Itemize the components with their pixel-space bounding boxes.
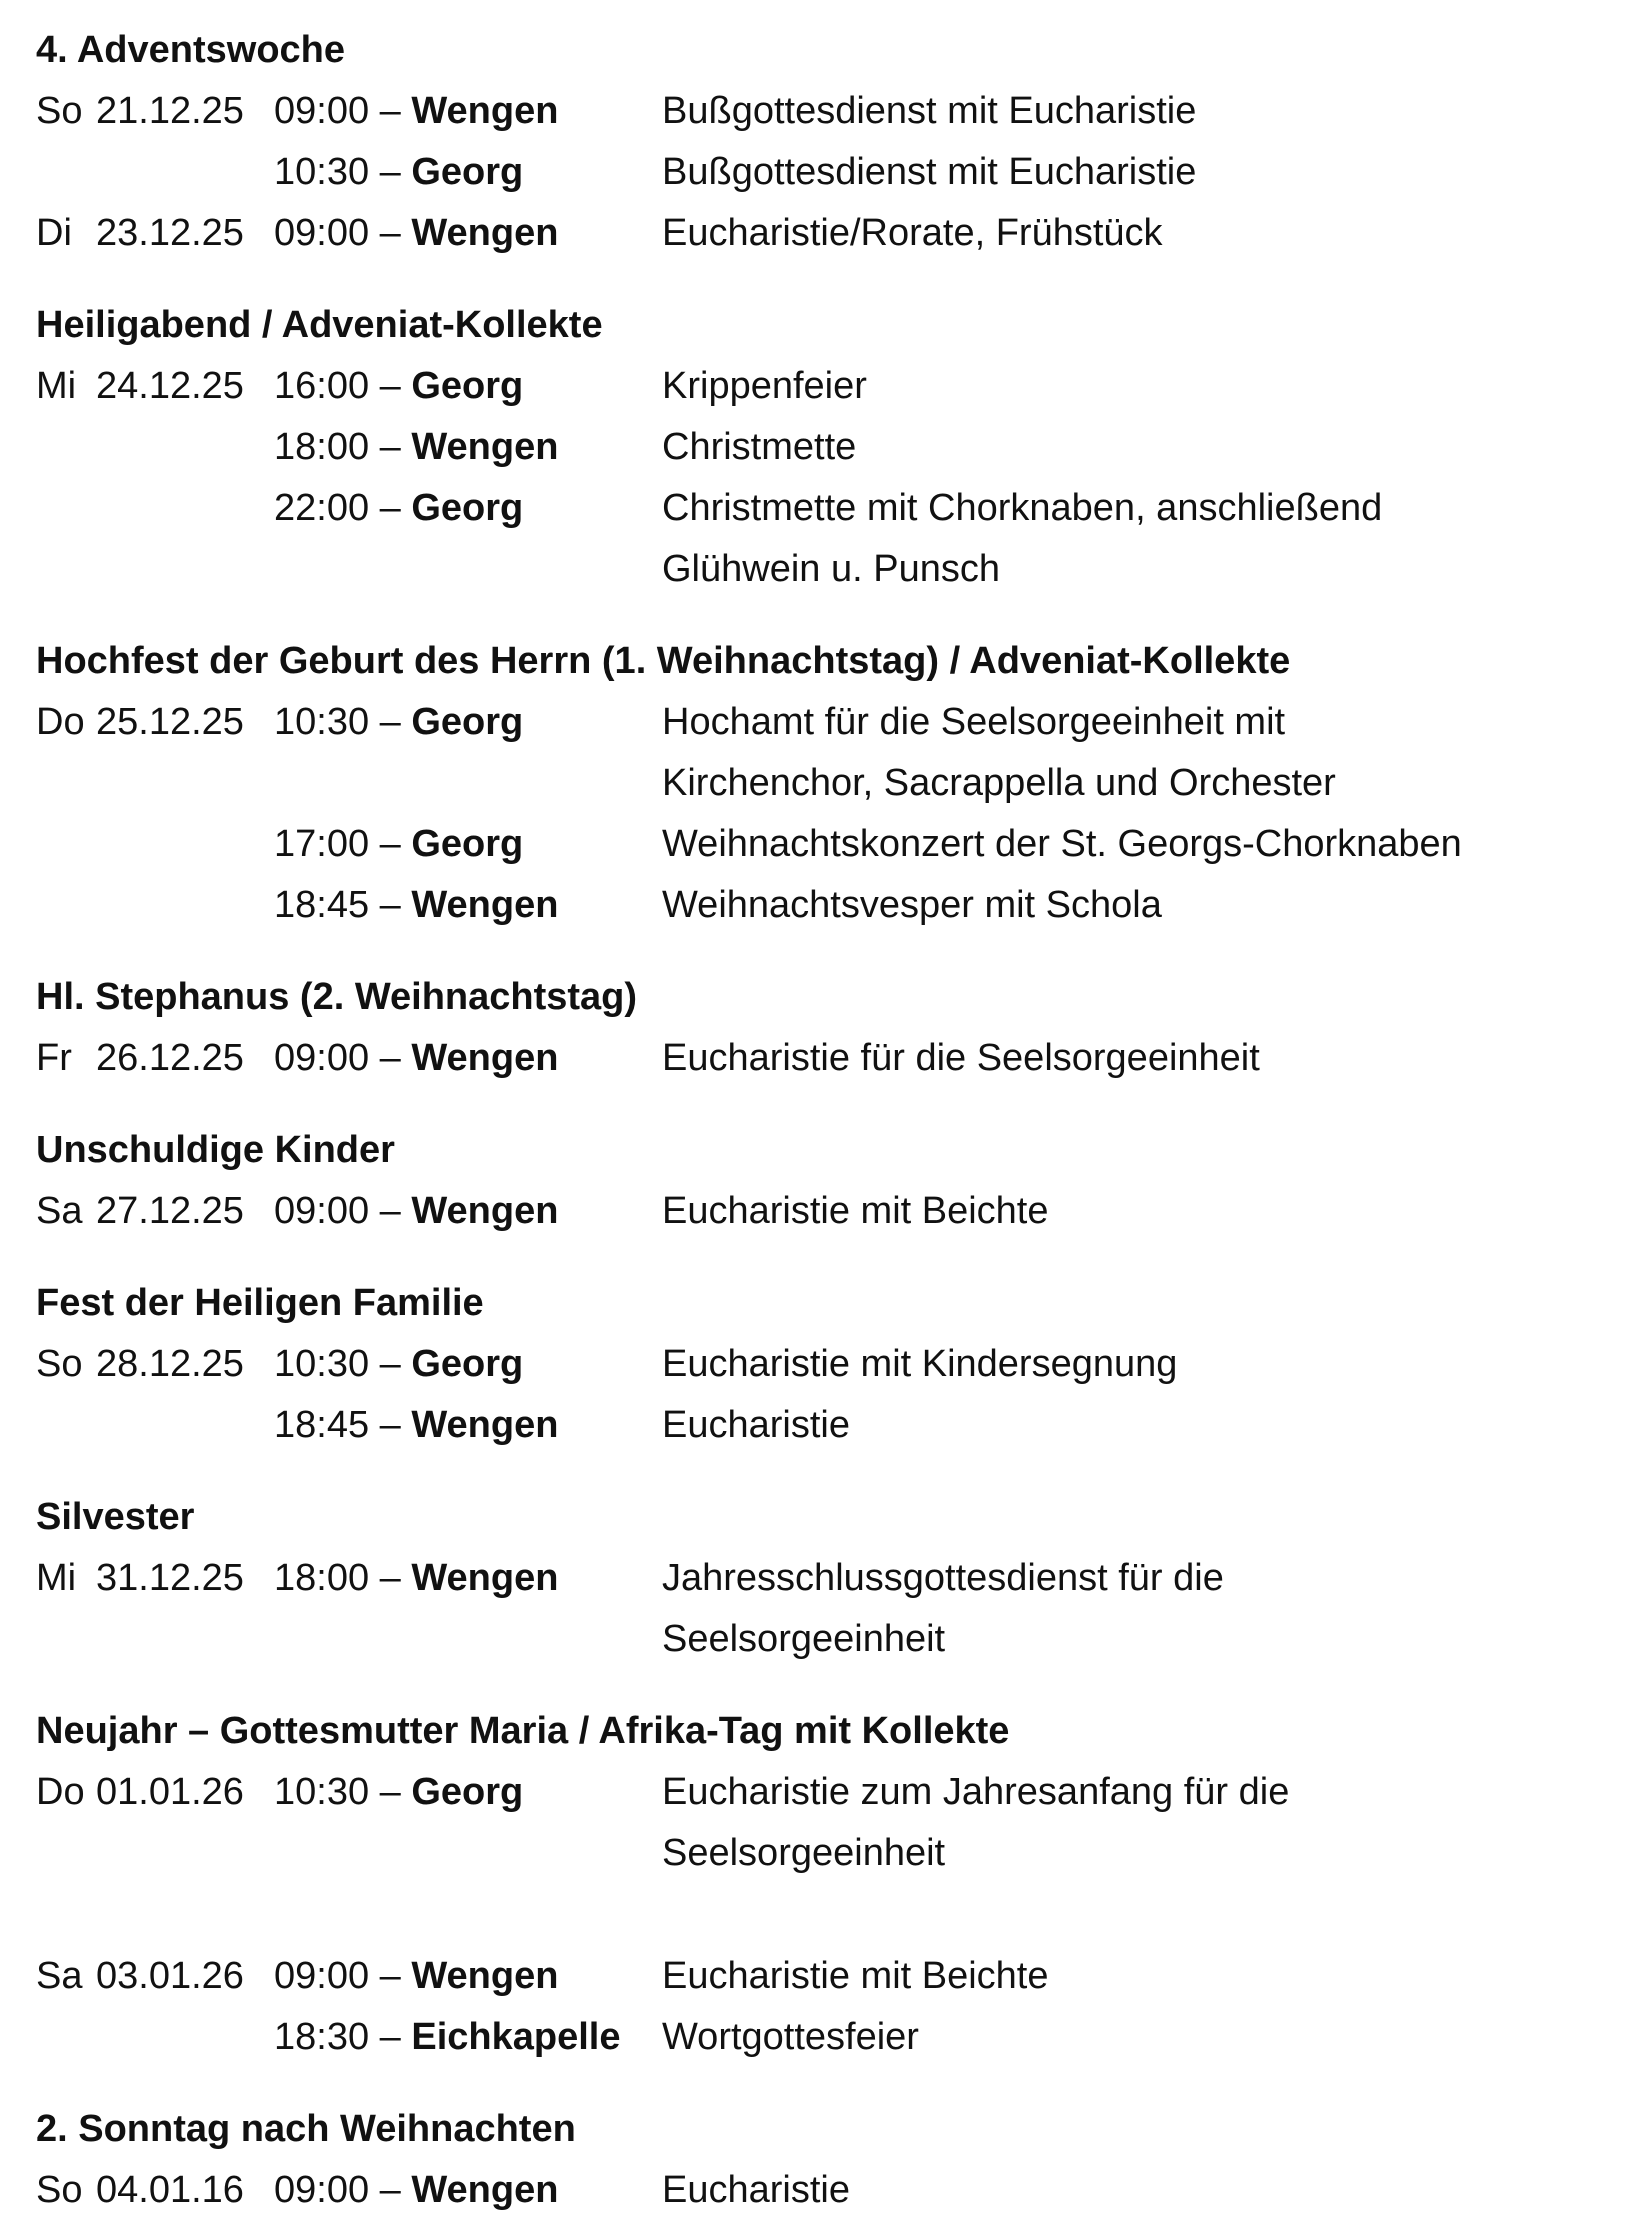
entry-description-line: Christmette <box>662 426 857 468</box>
entry-description <box>662 203 1616 264</box>
entry-date: 21.12.25 <box>96 90 244 132</box>
schedule-entry <box>36 478 1616 600</box>
entry-location: Wengen <box>411 1190 559 1232</box>
section-heading: 2. Sonntag nach Weihnachten <box>36 2108 576 2150</box>
schedule-entry <box>36 2160 1616 2221</box>
section-heading: Unschuldige Kinder <box>36 1129 395 1171</box>
entry-location: Wengen <box>411 90 559 132</box>
entry-location: Georg <box>411 1771 524 1813</box>
entry-time: 18:00 – <box>274 1557 401 1599</box>
schedule-section <box>36 1120 1616 1242</box>
entry-description <box>662 1946 1616 2007</box>
entry-date: 04.01.16 <box>96 2169 244 2211</box>
entry-time: 10:30 – <box>274 1343 401 1385</box>
entry-time-place <box>274 1548 558 1609</box>
entry-time-place <box>274 203 558 264</box>
entry-description-line: Kirchenchor, Sacrappella und Orchester <box>662 762 1336 804</box>
entry-time-place <box>274 692 523 753</box>
entry-description-line: Wortgottesfeier <box>662 2016 919 2058</box>
entry-location: Wengen <box>411 2169 559 2211</box>
entry-location: Wengen <box>411 426 559 468</box>
entry-description <box>662 1028 1616 1089</box>
schedule-section <box>36 631 1616 936</box>
entry-date: 26.12.25 <box>96 1037 244 1079</box>
entry-weekday: Mi <box>36 365 77 407</box>
entry-time-place <box>274 875 558 936</box>
entry-time: 18:45 – <box>274 1404 401 1446</box>
schedule-entry <box>36 417 1616 478</box>
schedule-section <box>36 1487 1616 1670</box>
entry-time: 18:00 – <box>274 426 401 468</box>
entry-description-line: Eucharistie zum Jahresanfang für die <box>662 1771 1290 1813</box>
section-spacer <box>36 1670 1616 1701</box>
entry-date: 27.12.25 <box>96 1190 244 1232</box>
entry-location: Wengen <box>411 884 559 926</box>
section-heading: Hl. Stephanus (2. Weihnachtstag) <box>36 976 638 1018</box>
entry-time-place <box>274 478 523 539</box>
schedule-section <box>36 1946 1616 2068</box>
entry-description <box>662 81 1616 142</box>
entry-time: 09:00 – <box>274 1955 401 1997</box>
entry-location: Wengen <box>411 1404 559 1446</box>
schedule-entry <box>36 1548 1616 1670</box>
entry-location: Georg <box>411 823 524 865</box>
entry-description <box>662 142 1616 203</box>
entry-time-place <box>274 356 523 417</box>
section-spacer <box>36 1456 1616 1487</box>
section-spacer <box>36 1089 1616 1120</box>
entry-description <box>662 356 1616 417</box>
entry-description <box>662 417 1616 478</box>
section-heading: Silvester <box>36 1496 195 1538</box>
entry-time: 17:00 – <box>274 823 401 865</box>
entry-description-line: Christmette mit Chorknaben, anschließend <box>662 487 1383 529</box>
entry-weekday: Do <box>36 701 85 743</box>
entry-time-place <box>274 814 523 875</box>
entry-description <box>662 1395 1616 1456</box>
entry-location: Georg <box>411 151 524 193</box>
entry-description-line: Weihnachtsvesper mit Schola <box>662 884 1162 926</box>
entry-time: 10:30 – <box>274 151 401 193</box>
entry-time-place <box>274 1181 558 1242</box>
schedule-entry <box>36 1946 1616 2007</box>
entry-location: Eichkapelle <box>411 2016 621 2058</box>
entry-date: 25.12.25 <box>96 701 244 743</box>
entry-time-place <box>274 1334 523 1395</box>
entry-weekday: So <box>36 90 83 132</box>
entry-time: 10:30 – <box>274 701 401 743</box>
section-spacer <box>36 936 1616 967</box>
schedule-entry <box>36 814 1616 875</box>
entry-description <box>662 2160 1616 2221</box>
entry-date: 28.12.25 <box>96 1343 244 1385</box>
entry-time: 22:00 – <box>274 487 401 529</box>
entry-date: 24.12.25 <box>96 365 244 407</box>
schedule-entry <box>36 203 1616 264</box>
section-spacer <box>36 1242 1616 1273</box>
entry-description-line: Seelsorgeeinheit <box>662 1832 946 1874</box>
entry-time-place <box>274 417 558 478</box>
schedule-document <box>36 20 1616 2221</box>
entry-location: Wengen <box>411 1037 559 1079</box>
entry-time-place <box>274 2160 558 2221</box>
entry-weekday: Sa <box>36 1190 83 1232</box>
entry-time: 18:45 – <box>274 884 401 926</box>
section-heading: Hochfest der Geburt des Herrn (1. Weihnachtstag) / Adveniat-Kollekte <box>36 640 1291 682</box>
entry-date: 01.01.26 <box>96 1771 244 1813</box>
entry-description-line: Krippenfeier <box>662 365 867 407</box>
schedule-entry <box>36 1028 1616 1089</box>
entry-weekday: Fr <box>36 1037 72 1079</box>
entry-time: 09:00 – <box>274 1037 401 1079</box>
entry-description <box>662 1762 1616 1884</box>
entry-description <box>662 814 1616 875</box>
entry-description-line: Eucharistie mit Kindersegnung <box>662 1343 1178 1385</box>
schedule-entry <box>36 1334 1616 1395</box>
entry-weekday: Di <box>36 212 72 254</box>
schedule-entry <box>36 692 1616 814</box>
schedule-entry <box>36 1181 1616 1242</box>
section-spacer <box>36 1884 1616 1946</box>
entry-time: 09:00 – <box>274 212 401 254</box>
schedule-entry <box>36 142 1616 203</box>
entry-time: 09:00 – <box>274 90 401 132</box>
entry-location: Wengen <box>411 212 559 254</box>
entry-description <box>662 1548 1616 1670</box>
entry-time: 18:30 – <box>274 2016 401 2058</box>
entry-description <box>662 2007 1616 2068</box>
entry-location: Georg <box>411 1343 524 1385</box>
section-heading: Neujahr – Gottesmutter Maria / Afrika-Tag mit Kollekte <box>36 1710 1010 1752</box>
entry-date: 31.12.25 <box>96 1557 244 1599</box>
entry-date: 03.01.26 <box>96 1955 244 1997</box>
entry-description-line: Bußgottesdienst mit Eucharistie <box>662 151 1197 193</box>
entry-description-line: Hochamt für die Seelsorgeeinheit mit <box>662 701 1286 743</box>
entry-weekday: So <box>36 2169 83 2211</box>
entry-weekday: Do <box>36 1771 85 1813</box>
entry-description-line: Seelsorgeeinheit <box>662 1618 946 1660</box>
section-heading: 4. Adventswoche <box>36 29 346 71</box>
entry-weekday: Sa <box>36 1955 83 1997</box>
schedule-entry <box>36 1762 1616 1884</box>
entry-description-line: Bußgottesdienst mit Eucharistie <box>662 90 1197 132</box>
schedule-section <box>36 295 1616 600</box>
entry-description-line: Eucharistie <box>662 2169 850 2211</box>
entry-description-line: Eucharistie <box>662 1404 850 1446</box>
section-heading: Heiligabend / Adveniat-Kollekte <box>36 304 603 346</box>
entry-description <box>662 692 1616 814</box>
schedule-entry <box>36 2007 1616 2068</box>
entry-date: 23.12.25 <box>96 212 244 254</box>
entry-location: Georg <box>411 701 524 743</box>
entry-weekday: So <box>36 1343 83 1385</box>
entry-location: Wengen <box>411 1557 559 1599</box>
schedule-entry <box>36 1395 1616 1456</box>
entry-time-place <box>274 1395 558 1456</box>
entry-time: 10:30 – <box>274 1771 401 1813</box>
entry-time-place <box>274 2007 620 2068</box>
entry-location: Georg <box>411 365 524 407</box>
entry-description-line: Eucharistie/Rorate, Frühstück <box>662 212 1163 254</box>
entry-weekday: Mi <box>36 1557 77 1599</box>
schedule-section <box>36 2099 1616 2221</box>
entry-description-line: Weihnachtskonzert der St. Georgs-Chorknaben <box>662 823 1462 865</box>
schedule-entry <box>36 875 1616 936</box>
entry-description-line: Eucharistie mit Beichte <box>662 1190 1049 1232</box>
entry-time: 09:00 – <box>274 2169 401 2211</box>
entry-description <box>662 1181 1616 1242</box>
schedule-section <box>36 967 1616 1089</box>
schedule-entry <box>36 81 1616 142</box>
schedule-section <box>36 20 1616 264</box>
schedule-section <box>36 1273 1616 1456</box>
schedule-entry <box>36 356 1616 417</box>
entry-time-place <box>274 1762 523 1823</box>
entry-time-place <box>274 142 523 203</box>
entry-description <box>662 875 1616 936</box>
schedule-section <box>36 1701 1616 1884</box>
section-spacer <box>36 600 1616 631</box>
section-spacer <box>36 2068 1616 2099</box>
entry-time-place <box>274 1946 558 2007</box>
entry-time: 09:00 – <box>274 1190 401 1232</box>
entry-description-line: Eucharistie mit Beichte <box>662 1955 1049 1997</box>
entry-description-line: Jahresschlussgottesdienst für die <box>662 1557 1224 1599</box>
entry-location: Georg <box>411 487 524 529</box>
entry-description <box>662 478 1616 600</box>
entry-time-place <box>274 1028 558 1089</box>
section-heading: Fest der Heiligen Familie <box>36 1282 484 1324</box>
entry-time: 16:00 – <box>274 365 401 407</box>
entry-description <box>662 1334 1616 1395</box>
section-spacer <box>36 264 1616 295</box>
entry-description-line: Eucharistie für die Seelsorgeeinheit <box>662 1037 1260 1079</box>
entry-location: Wengen <box>411 1955 559 1997</box>
entry-time-place <box>274 81 558 142</box>
entry-description-line: Glühwein u. Punsch <box>662 548 1000 590</box>
